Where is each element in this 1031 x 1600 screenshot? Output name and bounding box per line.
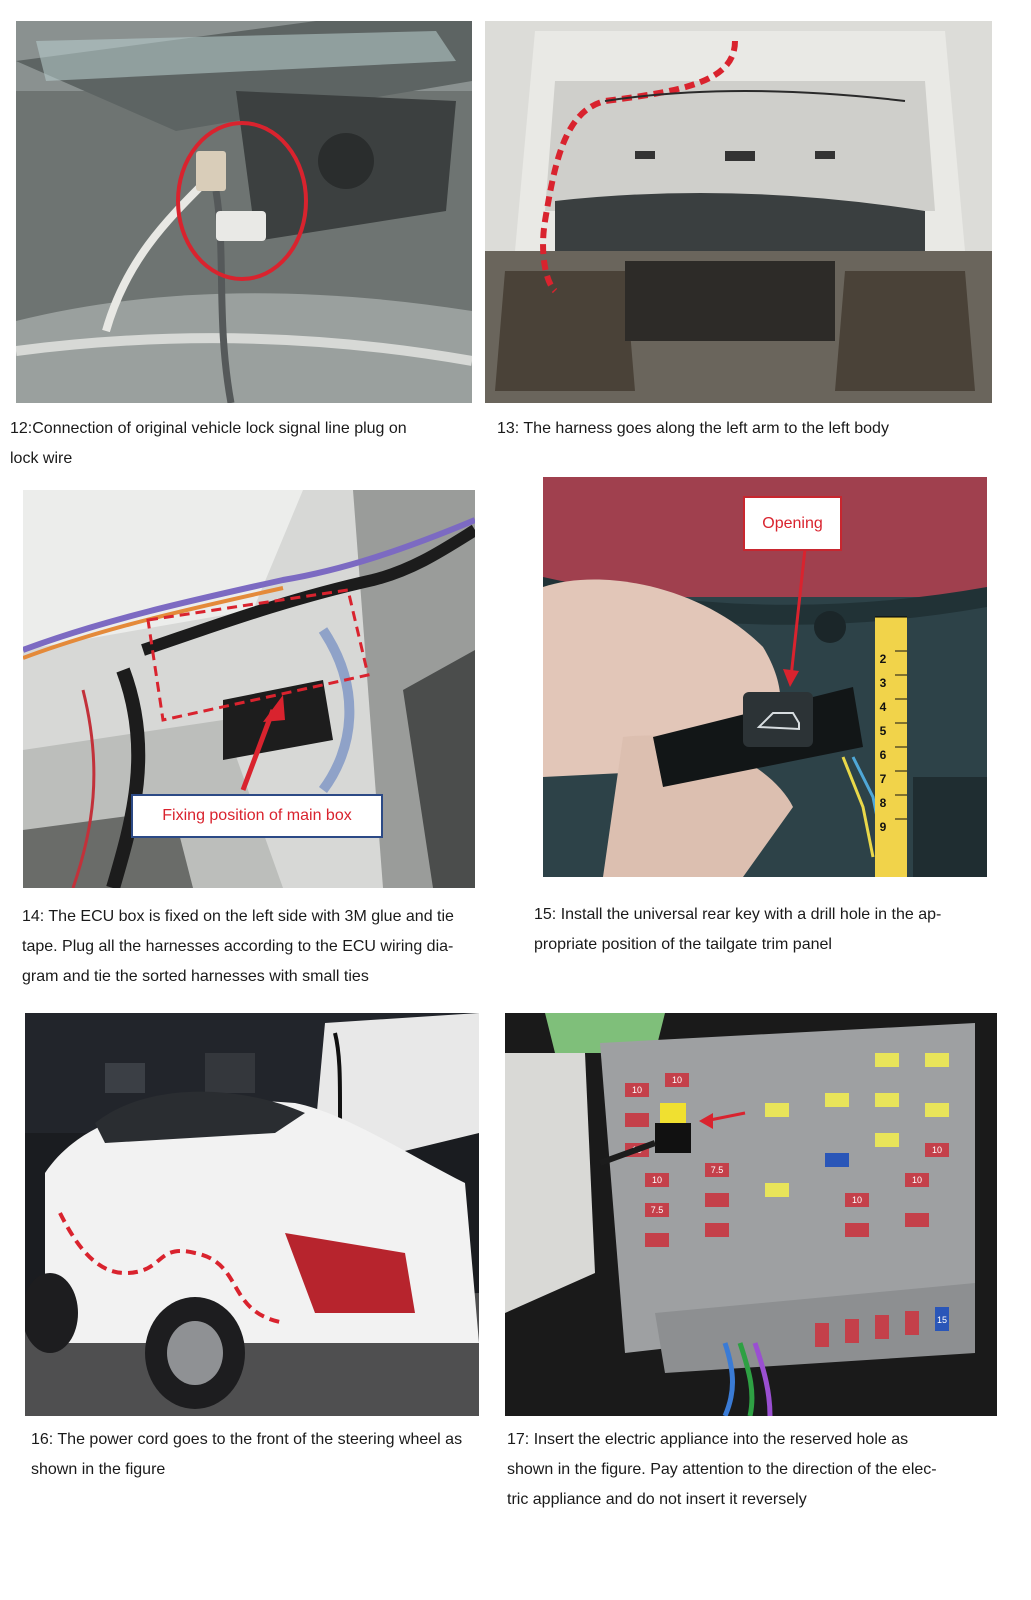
fuse-label: 15 [936, 1315, 948, 1325]
caption-line: 14: The ECU box is fixed on the left side with 3M glue and tie [22, 908, 454, 925]
tape-mark: 5 [879, 724, 887, 738]
fuse-label: 10 [911, 1175, 923, 1185]
step-13-photo [485, 21, 992, 403]
rear-key-button [743, 692, 813, 747]
caption-line: gram and tie the sorted harnesses with small ties [22, 968, 369, 985]
fuse-label: 7.5 [710, 1165, 724, 1175]
step-12-photo [16, 21, 472, 403]
caption-line: 12:Connection of original vehicle lock signal line plug on [10, 420, 407, 437]
step-13-illustration [485, 21, 992, 403]
step-12-caption [10, 414, 480, 474]
step-14-caption [22, 902, 512, 992]
caption-line: shown in the figure. Pay attention to the direction of the elec- [507, 1461, 937, 1478]
fuse-label: 10 [631, 1085, 643, 1095]
tape-mark: 3 [879, 676, 887, 690]
tape-mark: 9 [879, 820, 887, 834]
fuse-label: 10 [671, 1075, 683, 1085]
caption-line: shown in the figure [31, 1461, 166, 1478]
step-15-caption [534, 900, 1014, 960]
step-13-caption [497, 414, 997, 444]
caption-line: propriate position of the tailgate trim panel [534, 936, 832, 953]
tape-mark: 6 [879, 748, 887, 762]
caption-line: 13: The harness goes along the left arm to the left body [497, 420, 889, 437]
caption-line: 15: Install the universal rear key with a drill hole in the ap- [534, 906, 942, 923]
fuse-label: 10 [931, 1145, 943, 1155]
fuse-label: 10 [651, 1175, 663, 1185]
step-17-illustration [505, 1013, 997, 1416]
caption-line: 17: Insert the electric appliance into the reserved hole as [507, 1431, 909, 1448]
main-box-callout: Fixing position of main box [131, 794, 383, 838]
fuse-label: 10 [851, 1195, 863, 1205]
step-16-caption [31, 1425, 501, 1485]
tape-mark: 2 [879, 652, 887, 666]
tape-mark: 4 [879, 700, 887, 714]
opening-callout: Opening [743, 496, 842, 551]
step-17-photo [505, 1013, 997, 1416]
step-16-illustration [25, 1013, 479, 1416]
caption-line: tric appliance and do not insert it reversely [507, 1491, 807, 1508]
fuse-label: 7.5 [650, 1205, 664, 1215]
tape-mark: 7 [879, 772, 887, 786]
tape-mark: 8 [879, 796, 887, 810]
electric-appliance [655, 1123, 691, 1153]
step-12-illustration [16, 21, 472, 403]
caption-line: tape. Plug all the harnesses according to the ECU wiring dia- [22, 938, 454, 955]
lock-plug [216, 211, 266, 241]
step-17-caption [507, 1425, 1007, 1515]
step-16-photo [25, 1013, 479, 1416]
caption-line: lock wire [10, 450, 73, 467]
caption-line: 16: The power cord goes to the front of the steering wheel as [31, 1431, 463, 1448]
reserved-hole [660, 1103, 686, 1123]
